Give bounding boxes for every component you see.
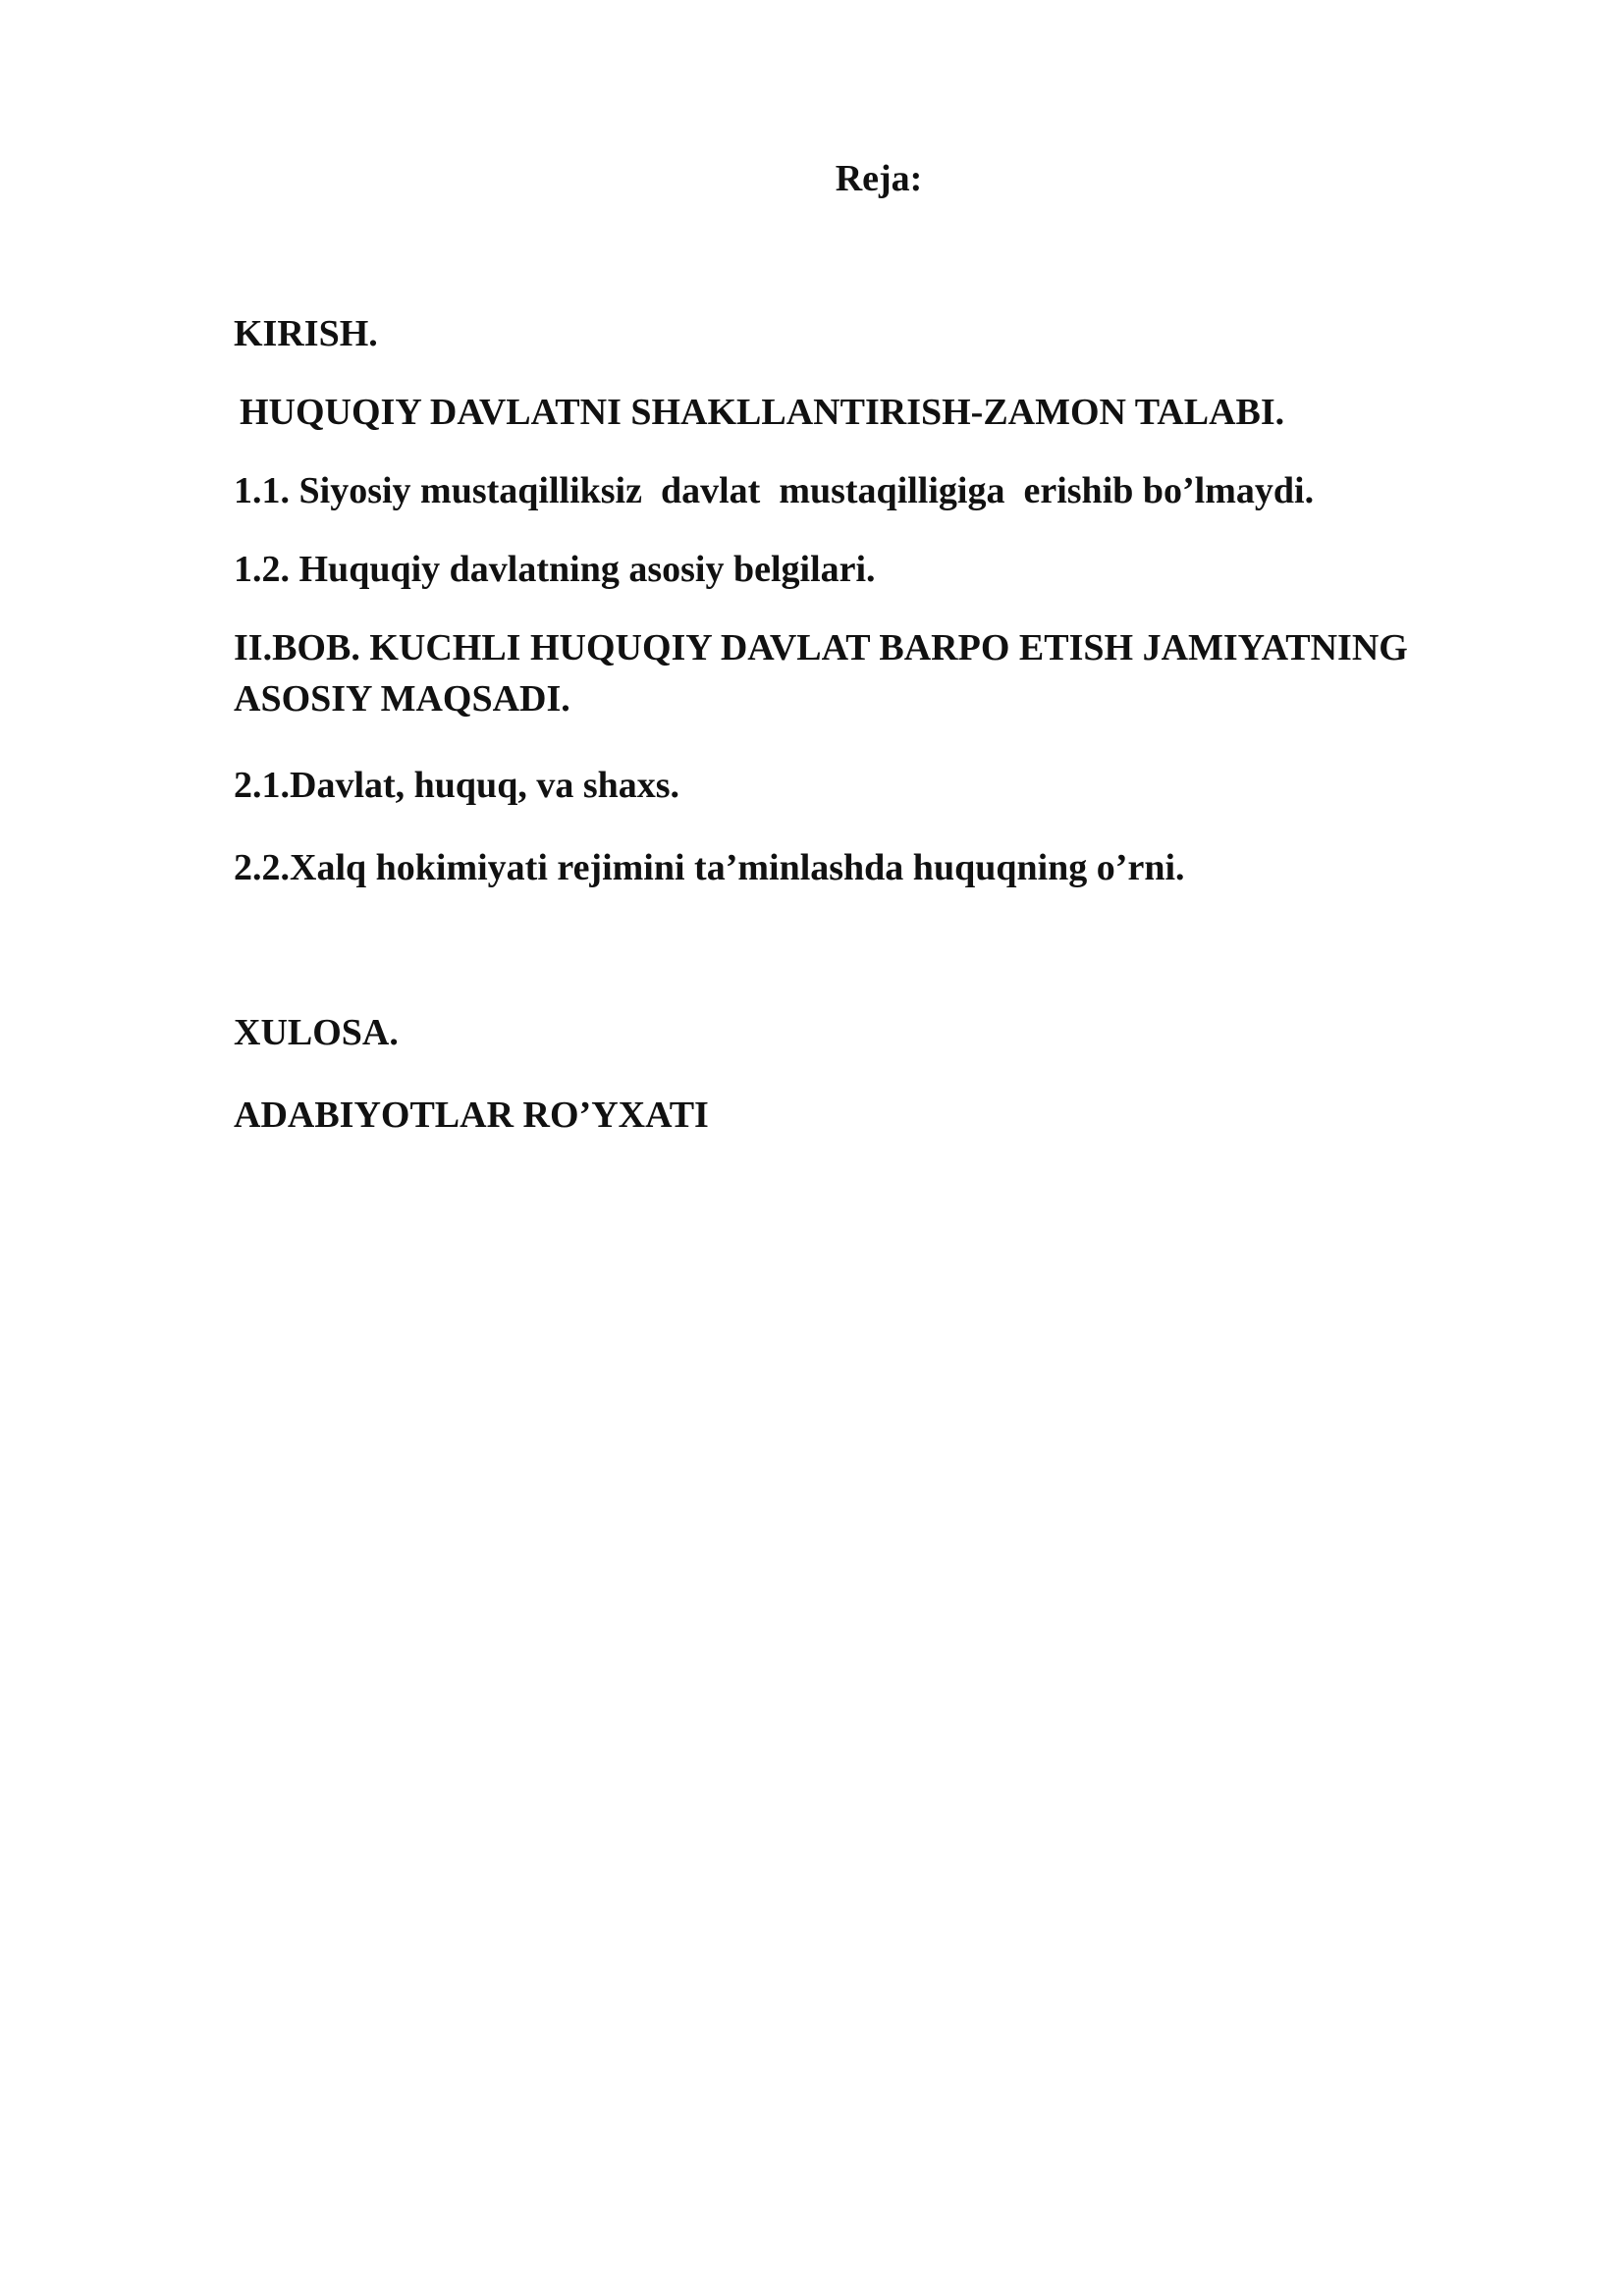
toc-item-references: ADABIYOTLAR RO’YXATI (234, 1095, 709, 1136)
toc-item-section-1-1: 1.1. Siyosiy mustaqilliksiz davlat mustaqilligiga erishib bo’lmaydi. (234, 470, 1315, 511)
toc-item-chapter-1: HUQUQIY DAVLATNI SHAKLLANTIRISH-ZAMON TALABI. (240, 392, 1285, 433)
toc-item-section-2-2: 2.2.Xalq hokimiyati rejimini ta’minlashda huquqning o’rni. (234, 847, 1185, 888)
toc-item-chapter-2: II.BOB. KUCHLI HUQUQIY DAVLAT BARPO ETISH JAMIYATNING ASOSIY MAQSADI. (234, 627, 1416, 720)
toc-item-section-1-2: 1.2. Huquqiy davlatning asosiy belgilari. (234, 549, 876, 590)
page-title: Reja: (835, 158, 923, 199)
toc-item-introduction: KIRISH. (234, 313, 378, 354)
toc-item-section-2-1: 2.1.Davlat, huquq, va shaxs. (234, 765, 680, 806)
toc-item-conclusion: XULOSA. (234, 1012, 399, 1053)
